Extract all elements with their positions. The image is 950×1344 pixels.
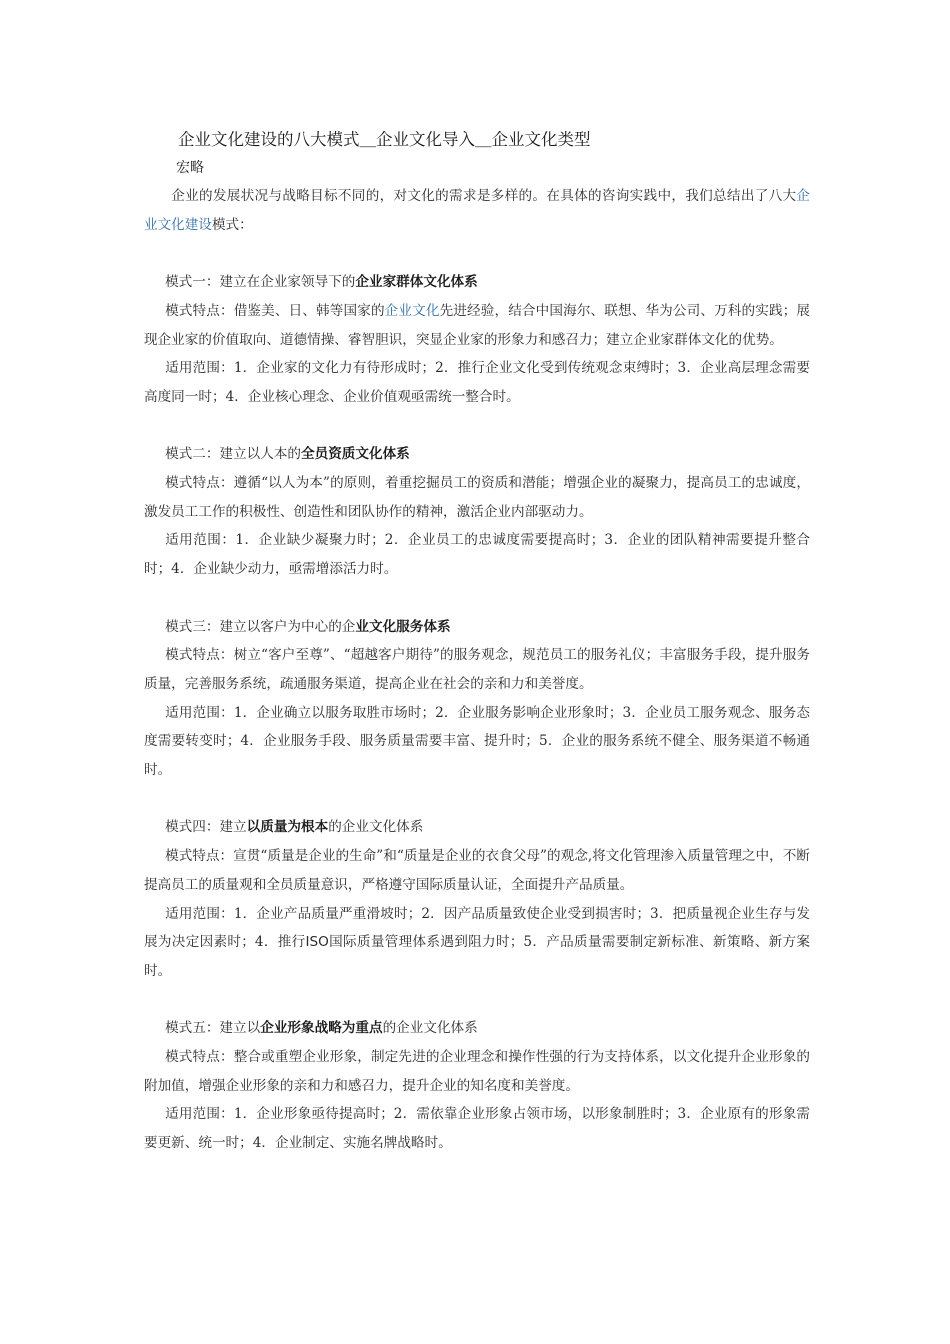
document-title: 企业文化建设的八大模式＿企业文化导入＿企业文化类型 xyxy=(178,130,591,149)
mode1-heading xyxy=(144,268,810,297)
spacer xyxy=(144,584,810,613)
mode5-heading xyxy=(144,1014,810,1043)
mode3-heading-bold: 业文化服务体系 xyxy=(355,618,451,635)
intro-text: 企业的发展状况与战略目标不同的，对文化的需求是多样的。在具体的咨询实践中，我们总结出了八大 xyxy=(171,188,797,204)
intro-paragraph xyxy=(144,182,810,239)
mode3-heading xyxy=(144,613,810,642)
mode2-scope: 适用范围：1．企业缺少凝聚力时；2．企业员工的忠诚度需要提高时；3．企业的团队精神需要提升整合时；4．企业缺少动力，亟需增添活力时。 xyxy=(144,532,810,578)
document-author: 宏略 xyxy=(176,160,204,176)
intro-link-corporate-culture-building[interactable]: 企业文化建设 xyxy=(144,188,810,233)
mode1-features-text: 模式特点：借鉴美、日、韩等国家的 xyxy=(165,302,385,319)
mode3-features: 模式特点：树立“客户至尊”、“超越客户期待”的服务观念，规范员工的服务礼仪；丰富服务手段，提升服务质量，完善服务系统，疏通服务渠道，提高企业在社会的亲和力和美誉度。 xyxy=(144,647,810,692)
mode2-heading-bold: 全员资质文化体系 xyxy=(301,446,410,463)
spacer xyxy=(144,412,810,441)
mode3-scope: 适用范围：1．企业确立以服务取胜市场时；2．企业服务影响企业形象时；3．企业员工服务观念、服务态度需要转变时；4．企业服务手段、服务质量需要丰富、提升时；5．企业的服务系统不健全、服务渠道不畅通时。 xyxy=(144,704,810,779)
mode5-heading-suffix: 的企业文化体系 xyxy=(382,1020,478,1037)
spacer xyxy=(144,986,810,1015)
mode4-features: 模式特点：宣贯“质量是企业的生命”和“质量是企业的衣食父母”的观念,将文化管理渗入质量管理之中，不断提高员工的质量观和全员质量意识，严格遵守国际质量认证，全面提升产品质量。 xyxy=(144,848,810,893)
spacer xyxy=(144,239,810,268)
mode5-features: 模式特点：整合或重塑企业形象，制定先进的企业理念和操作性强的行为支持体系，以文化提升企业形象的附加值，增强企业形象的亲和力和感召力，提升企业的知名度和美誉度。 xyxy=(144,1049,810,1094)
mode4-heading-bold: 以质量为根本 xyxy=(246,819,329,836)
mode4-scope-text-end: 国际质量管理体系遇到阻力时；5．产品质量需要制定新标准、新策略、新方案时。 xyxy=(144,934,810,979)
mode2-features: 模式特点：遵循“以人为本”的原则，着重挖掘员工的资质和潜能；增强企业的凝聚力，提高员工的忠诚度，激发员工工作的积极性、创造性和团队协作的精神，激活企业内部驱动力。 xyxy=(144,475,810,520)
mode4-scope xyxy=(144,900,810,986)
mode4-heading-suffix: 的企业文化体系 xyxy=(328,819,424,836)
intro-text-end: 模式： xyxy=(211,216,253,233)
mode1-link-corporate-culture[interactable]: 企业文化 xyxy=(384,302,440,319)
mode2-heading xyxy=(144,440,810,469)
document-page xyxy=(144,126,810,1158)
mode4-scope-iso: ISO xyxy=(305,934,329,951)
mode3-heading-prefix: 模式三：建立以客户为中心的企 xyxy=(165,618,356,635)
mode4-heading xyxy=(144,813,810,842)
mode1-features-text-end: 先进经验，结合中国海尔、联想、华为公司、万科的实践；展现企业家的价值取向、道德情操、睿智胆识，突显企业家的形象力和感召力；建立企业家群体文化的优势。 xyxy=(144,302,811,348)
mode5-heading-prefix: 模式五：建立以 xyxy=(165,1020,261,1037)
mode5-heading-bold: 企业形象战略为重点 xyxy=(260,1020,383,1037)
mode1-scope: 适用范围：1．企业家的文化力有待形成时；2．推行企业文化受到传统观念束缚时；3．企业高层理念需要高度同一时；4．企业核心理念、企业价值观亟需统一整合时。 xyxy=(144,360,810,405)
mode1-features xyxy=(144,297,810,354)
mode4-heading-prefix: 模式四：建立 xyxy=(165,819,247,836)
mode1-heading-bold: 企业家群体文化体系 xyxy=(355,274,478,291)
mode2-heading-prefix: 模式二：建立以人本的 xyxy=(165,446,302,463)
spacer xyxy=(144,785,810,814)
mode5-scope: 适用范围：1．企业形象亟待提高时；2．需依靠企业形象占领市场，以形象制胜时；3．企业原有的形象需要更新、统一时；4．企业制定、实施名牌战略时。 xyxy=(144,1106,810,1152)
mode1-heading-prefix: 模式一：建立在企业家领导下的 xyxy=(165,274,356,291)
mode4-scope-text: 适用范围：1．企业产品质量严重滑坡时；2．因产品质量致使企业受到损害时；3．把质量视企业生存与发展为决定因素时；4．推行 xyxy=(144,905,810,951)
